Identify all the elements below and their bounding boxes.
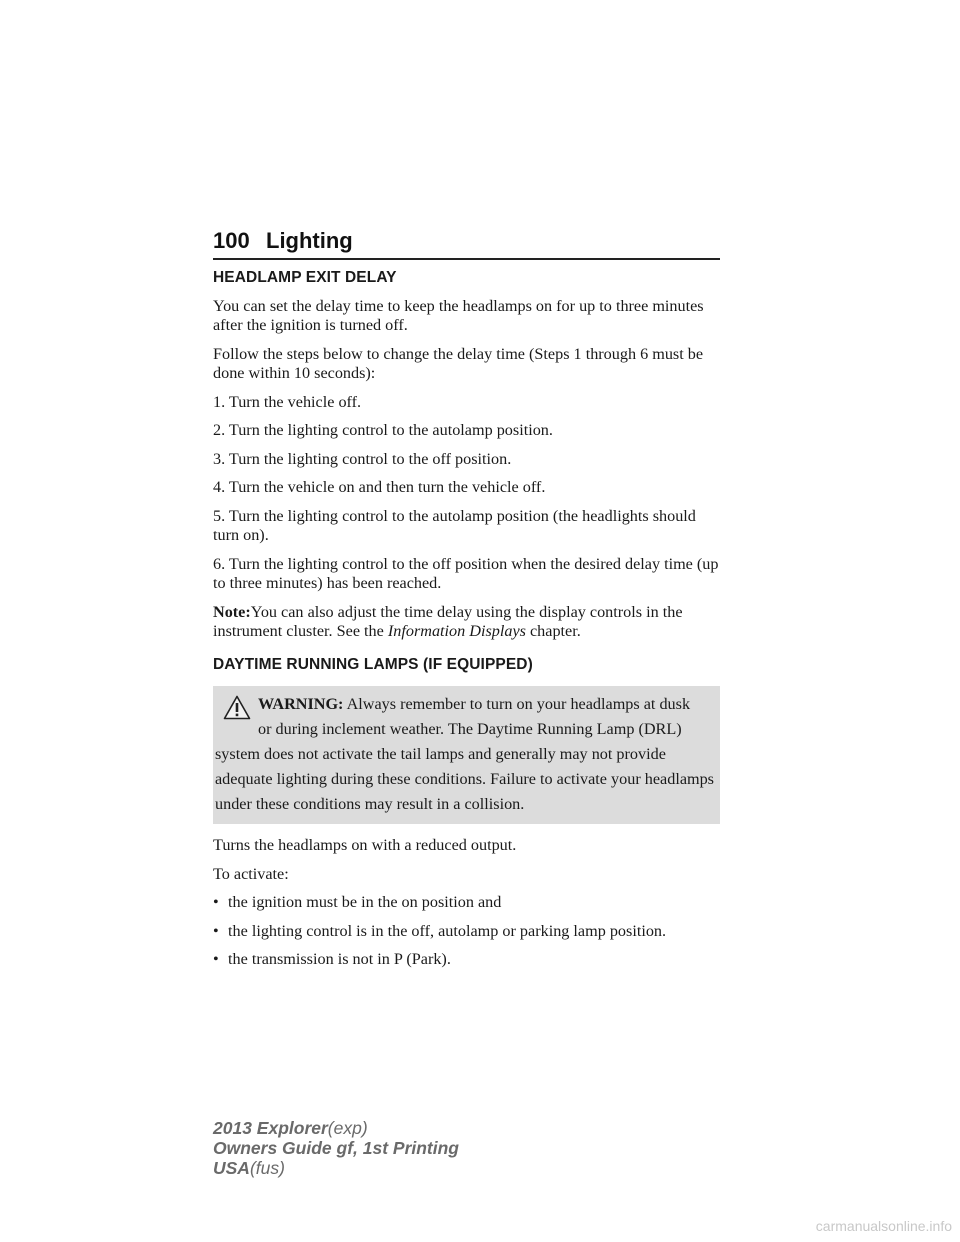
bullet-icon: • — [213, 893, 219, 911]
activation-conditions-list — [213, 893, 720, 970]
page-content — [213, 268, 720, 979]
drl-activate-label: To activate: — [213, 864, 289, 883]
step-4: 4. Turn the vehicle on and then turn the vehicle off. — [213, 478, 546, 496]
exit-delay-intro: You can set the delay time to keep the headlamps on for up to three minutes after the ignition is turned off. — [213, 296, 704, 334]
footer-model-line — [213, 1118, 613, 1138]
footer-model-code: (exp) — [327, 1118, 368, 1138]
footer-region-code: (fus) — [249, 1158, 285, 1178]
warning-line-2: or during inclement weather. The Daytime Running Lamp (DRL) — [258, 720, 682, 738]
exit-delay-follow: Follow the steps below to change the delay time (Steps 1 through 6 must be done within 10 seconds): — [213, 344, 704, 382]
list-item-text: the transmission is not in P (Park). — [228, 950, 451, 968]
note-label: Note: — [213, 602, 251, 621]
warning-line-1: Always remember to turn on your headlamps at dusk — [346, 695, 691, 713]
list-item — [213, 950, 720, 970]
footer-region-line — [213, 1158, 613, 1178]
step-2: 2. Turn the lighting control to the autolamp position. — [213, 421, 553, 439]
list-item — [213, 893, 720, 913]
warning-triangle-icon — [223, 695, 251, 720]
note-text: You can also adjust the time delay using the display controls in the instrument cluster. See the — [213, 602, 683, 640]
chapter-cross-reference: Information Displays — [387, 622, 526, 640]
step-3: 3. Turn the lighting control to the off position. — [213, 449, 512, 468]
note-tail: chapter. — [525, 622, 581, 640]
list-item-text: the ignition must be in the on position and — [228, 893, 502, 911]
watermark: carmanualsonline.info — [815, 1218, 952, 1234]
footer-region: USA — [213, 1158, 250, 1178]
warning-first-line — [215, 692, 714, 717]
page-header — [213, 226, 720, 260]
section-heading-exit-delay: HEADLAMP EXIT DELAY — [213, 269, 397, 286]
section-heading-drl: DAYTIME RUNNING LAMPS (IF EQUIPPED) — [213, 655, 533, 673]
warning-box — [213, 686, 720, 824]
list-item — [213, 922, 720, 942]
chapter-title: Lighting — [266, 228, 353, 253]
footer-guide: Owners Guide gf, 1st Printing — [213, 1138, 459, 1158]
note-paragraph — [213, 603, 720, 642]
bullet-icon: • — [213, 921, 219, 940]
list-item-text: the lighting control is in the off, autolamp or parking lamp position. — [228, 921, 667, 940]
page-number: 100 — [213, 228, 250, 253]
footer-model: 2013 Explorer — [213, 1118, 328, 1138]
page-footer — [213, 1118, 613, 1178]
step-1: 1. Turn the vehicle off. — [213, 392, 362, 411]
drl-description: Turns the headlamps on with a reduced output. — [213, 836, 517, 854]
bullet-icon: • — [213, 950, 219, 968]
step-6: 6. Turn the lighting control to the off position when the desired delay time (up to three minutes) has been reached. — [213, 554, 719, 592]
warning-label: WARNING: — [258, 695, 344, 713]
footer-guide-line — [213, 1138, 613, 1158]
step-5: 5. Turn the lighting control to the autolamp position (the headlights should turn on). — [213, 506, 696, 544]
warning-rest: system does not activate the tail lamps and generally may not provide adequate lighting during these conditions. Failure to activate your headlamps under these conditions may result in a collision. — [215, 745, 714, 813]
